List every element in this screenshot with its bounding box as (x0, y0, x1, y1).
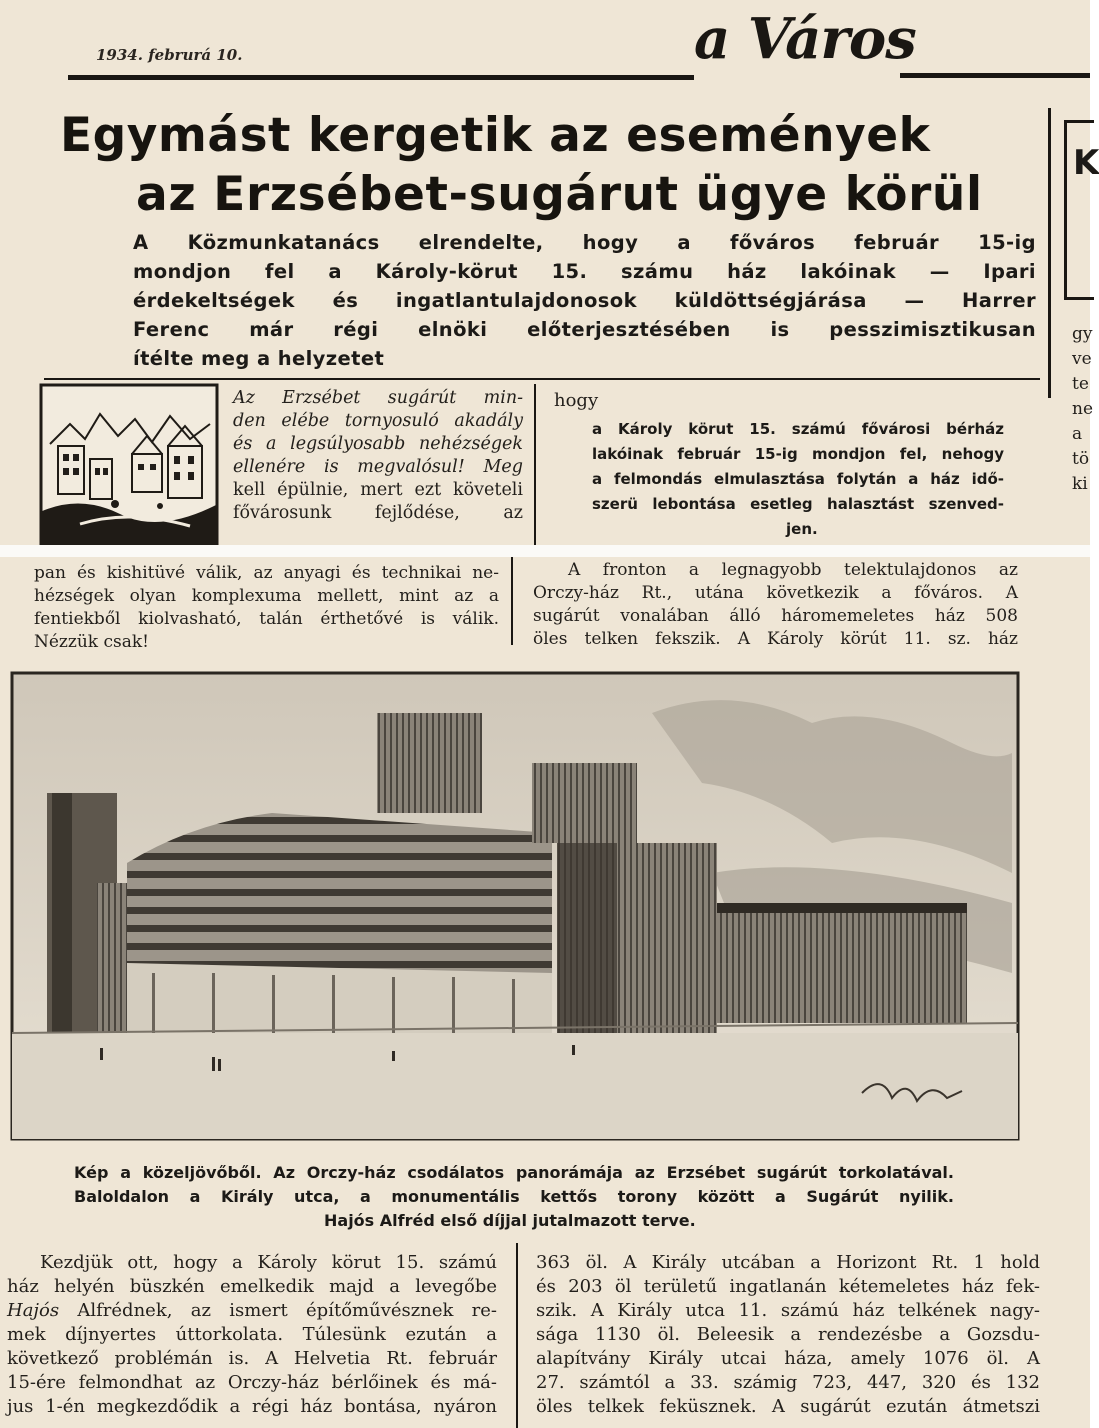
mid-left-line-4: Nézzük csak! (34, 632, 150, 652)
quote-line-5: jen. (786, 520, 818, 538)
bottom-right-line-3: szik. A Király utca 11. számú ház telkének nagy- (536, 1300, 1040, 1321)
quote-line-4: szerü lebontása esetleg halasztást szenved- (592, 495, 1004, 513)
mid-right-line-2: Orczy-ház Rt., utána következik a főváros. A (533, 583, 1018, 603)
subhead-line-3: érdekeltségek és ingatlantulajdonosok küldöttségjárása — Harrer (133, 289, 1036, 312)
side-letter: tö (1072, 449, 1090, 469)
masthead-rule-left (68, 75, 694, 80)
side-divider (1048, 108, 1051, 398)
top-right-lead: hogy (554, 390, 599, 411)
bottom-right-line-1: 363 öl. A Király utcában a Horizont Rt. 1 hold (536, 1252, 1040, 1273)
caption-line-1: Kép a közeljövőből. Az Orczy-ház csodálatos panorámája az Erzsébet sugárút torkolatával. (74, 1163, 954, 1182)
building-illustration (12, 673, 1018, 1139)
caption-line-2: Baloldalon a Király utca, a monumentális kettős torony között a Sugárút nyilik. (74, 1187, 954, 1206)
intro-line-5: kell épülnie, mert ezt követeli (233, 480, 523, 500)
quote-line-3: a felmondás elmulasztása folytán a ház idő- (592, 470, 1004, 488)
masthead-logo: a Város (694, 6, 916, 72)
intro-line-6: fővárosunk fejlődése, az (233, 503, 523, 523)
column-divider-top (534, 384, 536, 545)
bottom-left-line-3-rest: Alfrédnek, az ismert építőművésznek re- (77, 1300, 497, 1321)
side-fragment-text (1072, 322, 1092, 497)
headline-line-1: Egymást kergetik az események (60, 108, 931, 163)
bottom-left-line-1: Kezdjük ott, hogy a Károly körut 15. számú (40, 1252, 497, 1273)
side-letter: ve (1072, 349, 1092, 369)
intro-line-3: és a legsúlyosabb nehézségek (233, 434, 523, 454)
caption-line-3: Hajós Alfréd első díjjal jutalmazott terve. (324, 1211, 696, 1230)
bottom-left-line-4: mek díjnyertes úttorkolata. Túlesünk ezután a (7, 1324, 497, 1345)
side-box (1064, 120, 1099, 300)
side-letter: gy (1072, 324, 1093, 344)
bottom-right-line-2: és 203 öl területű ingatlanán kétemeletes ház fek- (536, 1276, 1040, 1297)
issue-date: 1934. februrá 10. (96, 46, 243, 64)
mid-left-line-1: pan és kishitüvé válik, az anyagi és technikai ne- (34, 563, 499, 583)
mid-left-line-3: fentiekből kiolvasható, talán érthetővé is válik. (34, 609, 499, 629)
bottom-right-line-5: alapítvány Király utcai háza, amely 1076 öl. A (536, 1348, 1040, 1369)
subhead-line-1: A Közmunkatanács elrendelte, hogy a főváros február 15-ig (133, 231, 1036, 254)
mid-right-line-4: öles telken fekszik. A Károly körút 11. sz. ház (533, 629, 1018, 649)
side-box-letter: K (1073, 143, 1099, 183)
headline-line-2: az Erzsébet-sugárut ügye körül (136, 167, 983, 222)
side-letter: ne (1072, 399, 1094, 419)
column-divider-bottom (516, 1243, 518, 1428)
quote-line-2: lakóinak február 15-ig mondjon fel, nehogy (592, 445, 1004, 463)
subhead-rule (44, 378, 1040, 380)
town-vignette-illustration (40, 384, 218, 545)
side-letter: a (1072, 424, 1083, 444)
intro-line-2: den elébe tornyosuló akadály (233, 411, 523, 431)
bottom-right-line-4: sága 1130 öl. Beleesik a rendezésbe a Gozsdu- (536, 1324, 1040, 1345)
bottom-left-line-7: jus 1-én megkezdődik a régi ház bontása, nyáron (7, 1396, 497, 1417)
side-letter: ki (1072, 474, 1088, 494)
clipping-bottom (0, 557, 1090, 1428)
bottom-left-line-2: ház helyén büszkén emelkedik majd a levegőbe (7, 1276, 497, 1297)
subhead-line-2: mondjon fel a Károly-körut 15. számu ház lakóinak — Ipari (133, 260, 1036, 283)
subhead-line-5: ítélte meg a helyzetet (133, 347, 385, 370)
bottom-left-line-3 (7, 1299, 497, 1324)
mid-right-line-1: A fronton a legnagyobb telektulajdonos az (568, 560, 1018, 580)
column-divider-mid (511, 557, 513, 645)
bottom-right-line-7: öles telkek feküsznek. A sugárút ezután átmetszi (536, 1396, 1040, 1417)
clipping-top (0, 0, 1099, 545)
side-letter: te (1072, 374, 1089, 394)
photo-separator (0, 545, 1090, 557)
architect-name: Hajós (7, 1300, 60, 1321)
quote-line-1: a Károly körut 15. számú fővárosi bérház (592, 420, 1004, 438)
intro-line-1: Az Erzsébet sugárút min- (233, 388, 523, 408)
mid-right-line-3: sugárút vonalában álló háromemeletes ház 508 (533, 606, 1018, 626)
masthead-rule-right (900, 73, 1090, 78)
intro-line-4: ellenére is megvalósul! Meg (233, 457, 523, 477)
bottom-left-line-5: következő problémán is. A Helvetia Rt. február (7, 1348, 497, 1369)
subhead-line-4: Ferenc már régi elnöki előterjesztésében is pesszimisztikusan (133, 318, 1036, 341)
bottom-right-line-6: 27. számtól a 33. számig 723, 447, 320 és 132 (536, 1372, 1040, 1393)
mid-left-line-2: hézségek olyan komplexuma mellett, mint az a (34, 586, 499, 606)
bottom-left-line-6: 15-ére felmondhat az Orczy-ház bérlőinek és má- (7, 1372, 497, 1393)
